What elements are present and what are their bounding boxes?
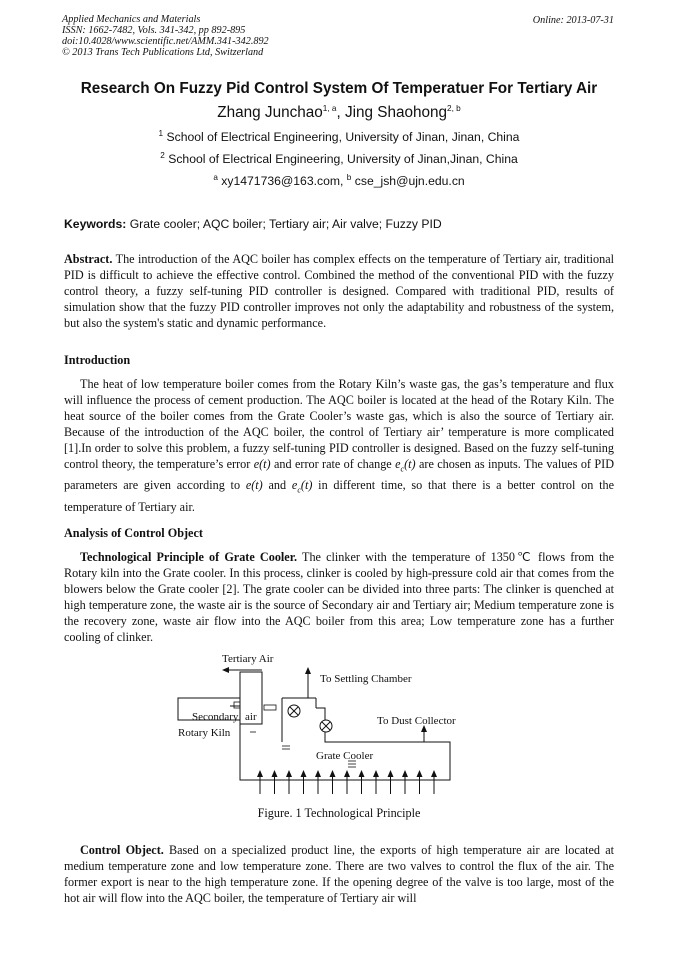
- doi: doi:10.4028/www.scientific.net/AMM.341-342.892: [62, 35, 269, 47]
- blower-arrow-head: [359, 770, 365, 777]
- affiliation-1-sup: 1: [158, 128, 164, 138]
- intro-text-5: in different time, so that there is a better control on the temperature of Tertiary air.: [64, 478, 614, 514]
- blower-arrow-head: [388, 770, 394, 777]
- control-object-paragraph: [64, 842, 614, 906]
- label-secondary: Secondary: [192, 711, 239, 723]
- label-settling-chamber: To Settling Chamber: [320, 673, 412, 685]
- tertiary-damper: [264, 705, 276, 710]
- intro-ec-2: $e_c(t)$: [291, 478, 313, 495]
- author-line: [0, 104, 678, 122]
- intro-text-2: and error rate of change: [270, 457, 396, 471]
- blower-arrow-head: [257, 770, 263, 777]
- label-grate-cooler: Grate Cooler: [316, 750, 374, 762]
- blower-arrow-head: [344, 770, 350, 777]
- journal-header: [62, 15, 269, 59]
- blower-arrow-head: [286, 770, 292, 777]
- label-rotary-kiln: Rotary Kiln: [178, 727, 231, 739]
- email-line: [0, 174, 678, 188]
- abstract-text: The introduction of the AQC boiler has complex effects on the temperature of Tertiary air, traditional PID is difficult to achieve the effective control. Combined the method of the conventional PID with the fuzzy control theory, a fuzzy self-tuning PID controller is designed. Compared with traditional PID, results of simulation show that the fuzzy PID controller improves not only the adaptability and robustness of the system, but also the system's static and dynamic performance.: [64, 252, 614, 330]
- affiliation-1: [0, 130, 678, 144]
- secondary-air-port: [234, 702, 240, 708]
- tech-principle-paragraph: [64, 549, 614, 645]
- label-air: air: [245, 711, 257, 723]
- blower-arrow-head: [431, 770, 437, 777]
- abstract: [64, 251, 614, 331]
- settling-arrowhead: [305, 667, 311, 674]
- email-a-sup: a: [213, 172, 218, 182]
- intro-text-3: are chosen as inputs. The values of PID parameters are given according to: [64, 457, 615, 493]
- intro-text-1: The heat of low temperature boiler comes from the Rotary Kiln’s waste gas, the gas’s temperature and flux will influence the process of cement production. The AQC boiler is located at the head of the Rotary Kiln. The heat source of the boiler comes from the Grate Cooler’s waste gas, which is also the source of Tertiary air. Because of the introduction of the AQC boiler, the control of Tertiary air’ temperature is more complicated [1].In order to solve this problem, a fuzzy self-tuning PID controller is designed. Based on the fuzzy self-tuning control theory, the temperature’s error: [64, 377, 614, 471]
- author-2: Jing Shaohong: [344, 104, 448, 121]
- label-dust-collector: To Dust Collector: [377, 715, 456, 727]
- control-object-text: Based on a specialized product line, the exports of high temperature air are located at medium temperature zone and low temperature zone. There are two valves to control the flux of the air. The former export is near to the high temperature zone. If the opening degree of the valve is too large, most of the hot air will flow into the AQC boiler, the temperature of Tertiary air will: [64, 843, 614, 905]
- email-b-sup: b: [346, 172, 352, 182]
- technological-principle-diagram: [170, 648, 490, 798]
- author-1-sup: 1, a: [322, 103, 337, 113]
- blower-arrow-head: [301, 770, 307, 777]
- email-a[interactable]: xy1471736@163.com,: [221, 174, 347, 188]
- tech-principle-label: Technological Principle of Grate Cooler.: [80, 550, 298, 564]
- affiliation-2-sup: 2: [160, 150, 165, 160]
- intro-ec: $e_c(t)$: [395, 457, 416, 474]
- section-heading-analysis: Analysis of Control Object: [64, 526, 203, 540]
- blower-arrow-head: [373, 770, 379, 777]
- author-separator: ,: [336, 104, 345, 121]
- online-date: Online: 2013-07-31: [532, 15, 614, 26]
- intro-et-2: e(t): [245, 478, 263, 493]
- blower-arrow-head: [315, 770, 321, 777]
- control-object-label: Control Object.: [80, 843, 164, 857]
- tertiary-air-arrowhead: [222, 667, 229, 673]
- email-b[interactable]: cse_jsh@ujn.edu.cn: [354, 174, 465, 188]
- blower-arrow-head: [272, 770, 278, 777]
- affiliation-2-text: School of Electrical Engineering, University of Jinan,Jinan, China: [168, 152, 518, 166]
- keywords-label: Keywords:: [64, 217, 127, 231]
- author-1: Zhang Junchao: [217, 104, 323, 121]
- keywords-text: Grate cooler; AQC boiler; Tertiary air; Air valve; Fuzzy PID: [129, 217, 442, 231]
- introduction-paragraph: [64, 376, 614, 515]
- abstract-label: Abstract.: [64, 252, 113, 266]
- label-tertiary-air: Tertiary Air: [222, 653, 274, 665]
- blower-arrow-head: [330, 770, 336, 777]
- intro-text-4: and: [262, 478, 292, 493]
- blower-arrow-head: [417, 770, 423, 777]
- journal-name: Applied Mechanics and Materials: [62, 14, 201, 25]
- issn: ISSN: 1662-7482, Vols. 341-342, pp 892-895: [62, 24, 246, 36]
- intro-et: e(t): [253, 457, 271, 471]
- paper-title: Research On Fuzzy Pid Control System Of Temperatuer For Tertiary Air: [80, 80, 598, 97]
- keywords: [64, 217, 442, 231]
- tech-principle-text: The clinker with the temperature of 1350℃ flows from the Rotary kiln into the Grate cooler. In this process, clinker is cooled by high-pressure cold air that comes from the blowers below the Grate cooler [2]. The grate cooler can be divided into three parts: The clinker is quenched at high temperature zone, the waste air is the source of Secondary air and Tertiary air; Medium temperature zone is the recovery zone, waste air flow into the AQC boiler from this area; Low temperature zone has a further cooling of clinker.: [64, 550, 614, 644]
- blower-arrow-head: [402, 770, 408, 777]
- copyright: © 2013 Trans Tech Publications Ltd, Switzerland: [62, 46, 264, 58]
- blower-arrows: [257, 770, 437, 794]
- affiliation-2: [0, 152, 678, 166]
- author-2-sup: 2, b: [447, 103, 461, 113]
- figure-caption: Figure. 1 Technological Principle: [257, 806, 421, 820]
- section-heading-introduction: Introduction: [64, 353, 131, 367]
- affiliation-1-text: School of Electrical Engineering, University of Jinan, Jinan, China: [166, 130, 520, 144]
